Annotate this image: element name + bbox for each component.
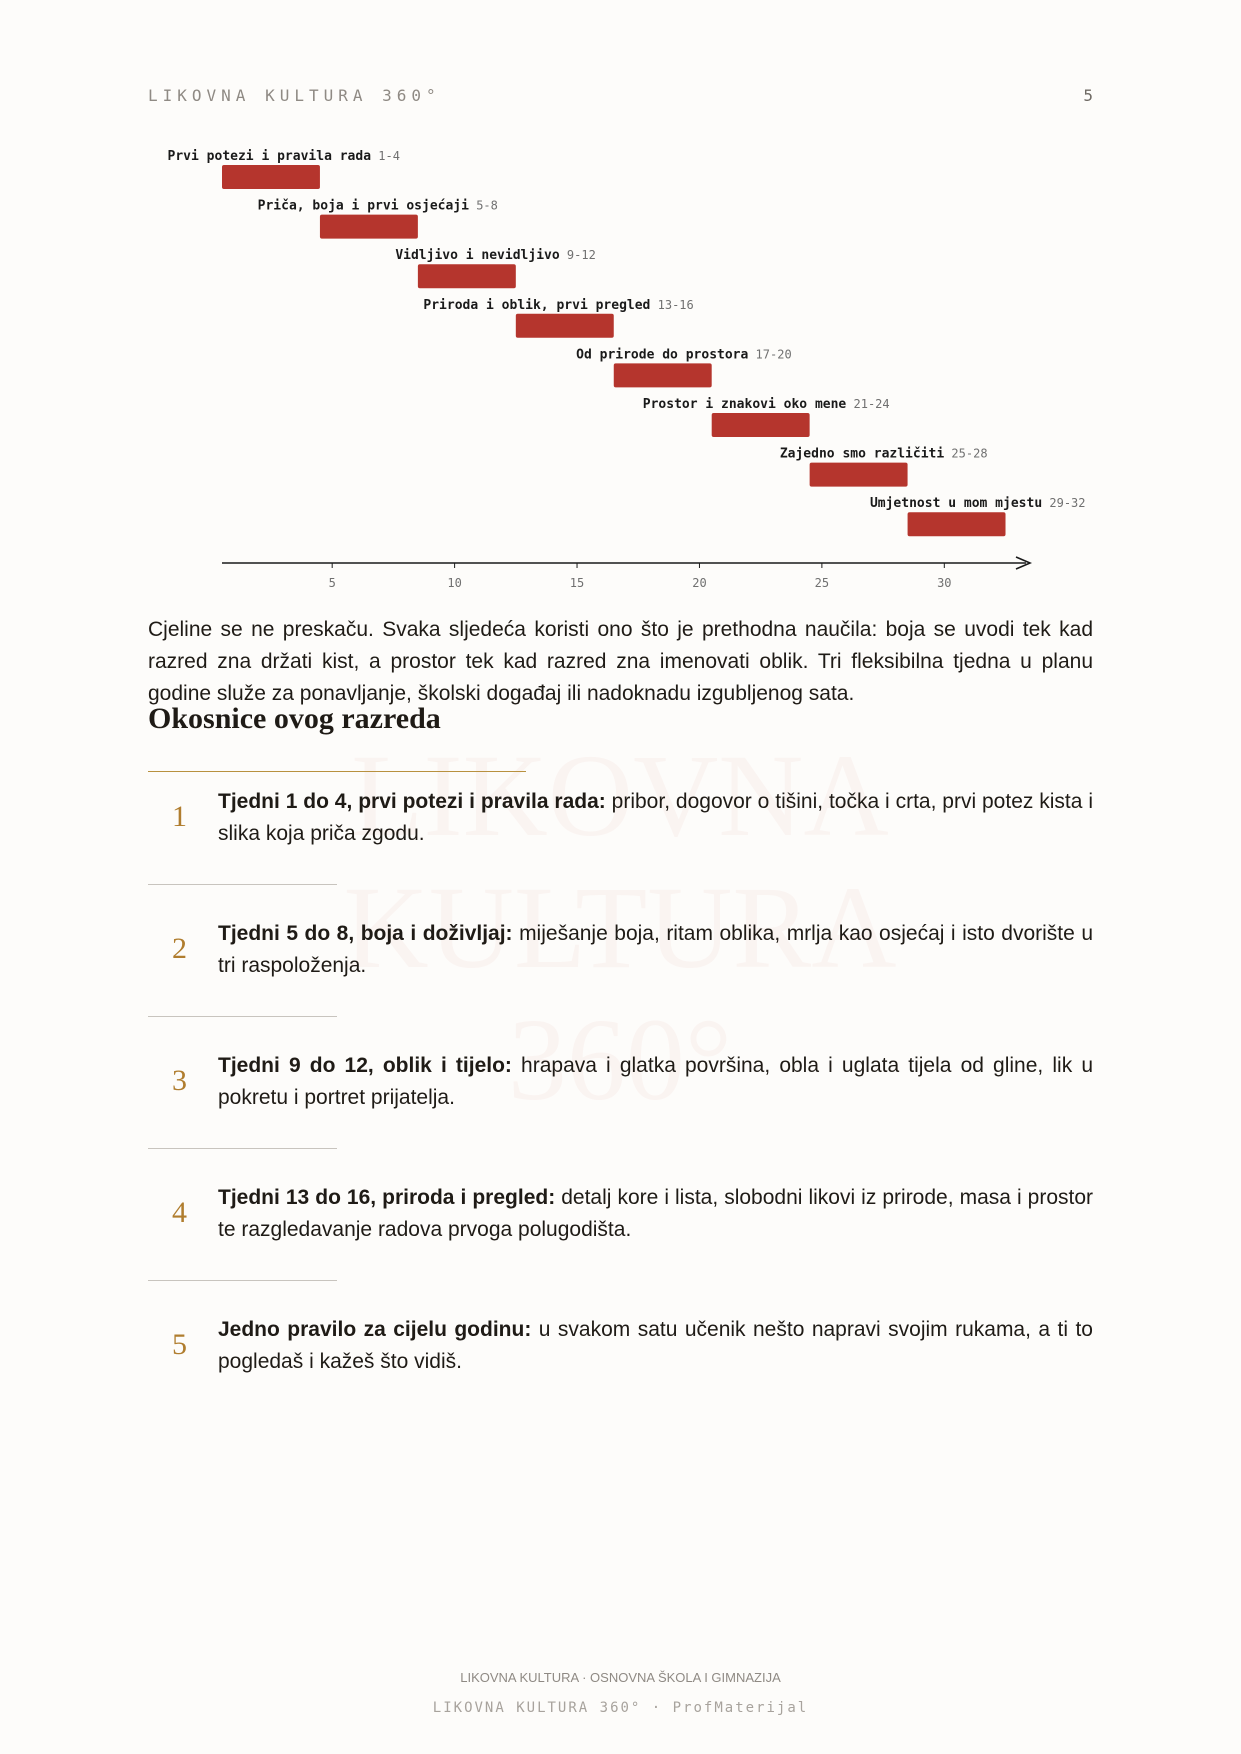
- timeline-task-label: [423, 298, 693, 313]
- timeline-task-label: [780, 447, 988, 462]
- timeline-bar: [222, 165, 320, 189]
- item-divider: [148, 1280, 337, 1281]
- timeline-task-label: [643, 397, 890, 412]
- timeline-bar: [418, 264, 516, 288]
- timeline-task-name: Priča, boja i prvi osjećaji: [257, 198, 469, 214]
- timeline-task-name: Vidljivo i nevidljivo: [395, 248, 560, 264]
- item-lead: Jedno pravilo za cijelu godinu:: [218, 1318, 532, 1341]
- footer-school-line: LIKOVNA KULTURA · OSNOVNA ŠKOLA I GIMNAZIJA: [460, 1670, 781, 1685]
- timeline-task-range: 25-28: [944, 446, 988, 461]
- timeline-task-name: Priroda i oblik, prvi pregled: [423, 297, 651, 313]
- item-body: u svakom satu učenik nešto napravi svojim rukama, a ti to pogledaš i kažeš što vidiš.: [218, 1318, 1093, 1373]
- item-body: pribor, dogovor o tišini, točka i crta, prvi potez kista i slika koja priča zgodu.: [218, 790, 1093, 845]
- item-text: [218, 918, 1093, 982]
- timeline-task-name: Prostor i znakovi oko mene: [642, 397, 847, 412]
- item-lead: Tjedni 13 do 16, priroda i pregled:: [218, 1186, 556, 1209]
- timeline-task-range: 17-20: [748, 347, 792, 362]
- timeline-task-name: Umjetnost u mom mjestu: [869, 496, 1043, 512]
- timeline-tick-label: 5: [328, 576, 336, 590]
- section-title: Okosnice ovog razreda: [148, 702, 441, 735]
- timeline-task-name: Prvi potezi i pravila rada: [167, 149, 372, 164]
- timeline-task-range: 9-12: [559, 248, 596, 263]
- item-text: [218, 1314, 1093, 1378]
- item-divider: [148, 1016, 337, 1017]
- timeline-task-label: [870, 496, 1086, 511]
- item-lead: Tjedni 5 do 8, boja i doživljaj:: [218, 922, 513, 945]
- timeline-bar: [614, 363, 712, 387]
- page-number: 5: [1083, 86, 1093, 105]
- item-number: 4: [172, 1196, 187, 1229]
- item-number: 3: [172, 1064, 187, 1097]
- item-body: detalj kore i lista, slobodni likovi iz prirode, masa i prostor te razgledavanje radova prvoga polugodišta.: [218, 1186, 1094, 1241]
- timeline-bar: [908, 512, 1006, 536]
- footer-brand-line: LIKOVNA KULTURA 360° · ProfMaterijal: [432, 1700, 809, 1716]
- timeline-tick-label: 10: [447, 576, 462, 590]
- timeline-chart: [0, 0, 1241, 600]
- timeline-task-label: [395, 248, 596, 263]
- timeline-task-name: Od prirode do prostora: [576, 347, 749, 363]
- timeline-task-range: 13-16: [650, 297, 694, 312]
- timeline-task-label: [258, 199, 498, 214]
- timeline-task-range: 1-4: [371, 149, 400, 163]
- item-body: hrapava i glatka površina, obla i uglata tijela od gline, lik u pokretu i portret prijatelja.: [218, 1054, 1094, 1109]
- item-body: miješanje boja, ritam oblika, mrlja kao osjećaj i isto dvorište u tri raspoloženja.: [218, 922, 1093, 977]
- timeline-task-range: 5-8: [468, 198, 498, 213]
- item-number: 2: [172, 932, 187, 965]
- timeline-bar: [810, 463, 908, 487]
- timeline-task-name: Zajedno smo različiti: [779, 446, 945, 462]
- timeline-bar: [320, 215, 418, 239]
- item-text: [218, 786, 1093, 850]
- item-text: [218, 1182, 1093, 1246]
- item-text: [218, 1050, 1093, 1114]
- timeline-bar: [516, 314, 614, 338]
- timeline-task-label: [576, 347, 792, 362]
- item-number: 1: [172, 800, 187, 833]
- item-lead: Tjedni 1 do 4, prvi potezi i pravila rada:: [218, 790, 606, 813]
- item-lead: Tjedni 9 do 12, oblik i tijelo:: [218, 1054, 512, 1077]
- intro-paragraph: Cjeline se ne preskaču. Svaka sljedeća koristi ono što je prethodna naučila: boja se uvodi tek kad razred zna držati kist, a prostor tek kad razred zna imenovati oblik. Tri fleksibilna tjedna u planu godine služe za ponavljanje, školski događaj ili nadoknadu izgubljenog sata.: [148, 618, 1093, 705]
- timeline-tick-label: 15: [569, 576, 585, 590]
- timeline-tick-label: 25: [814, 576, 830, 590]
- item-divider: [148, 884, 337, 885]
- item-number: 5: [172, 1328, 187, 1361]
- timeline-tick-label: 30: [937, 576, 952, 590]
- timeline-tick-label: 20: [692, 576, 707, 590]
- timeline-bar: [712, 413, 810, 437]
- item-divider: [148, 1148, 337, 1149]
- running-header: LIKOVNA KULTURA 360°: [148, 86, 441, 105]
- timeline-task-range: 21-24: [846, 397, 890, 411]
- timeline-task-range: 29-32: [1042, 496, 1086, 511]
- section-title-rule: [148, 771, 526, 772]
- timeline-task-label: [168, 149, 400, 164]
